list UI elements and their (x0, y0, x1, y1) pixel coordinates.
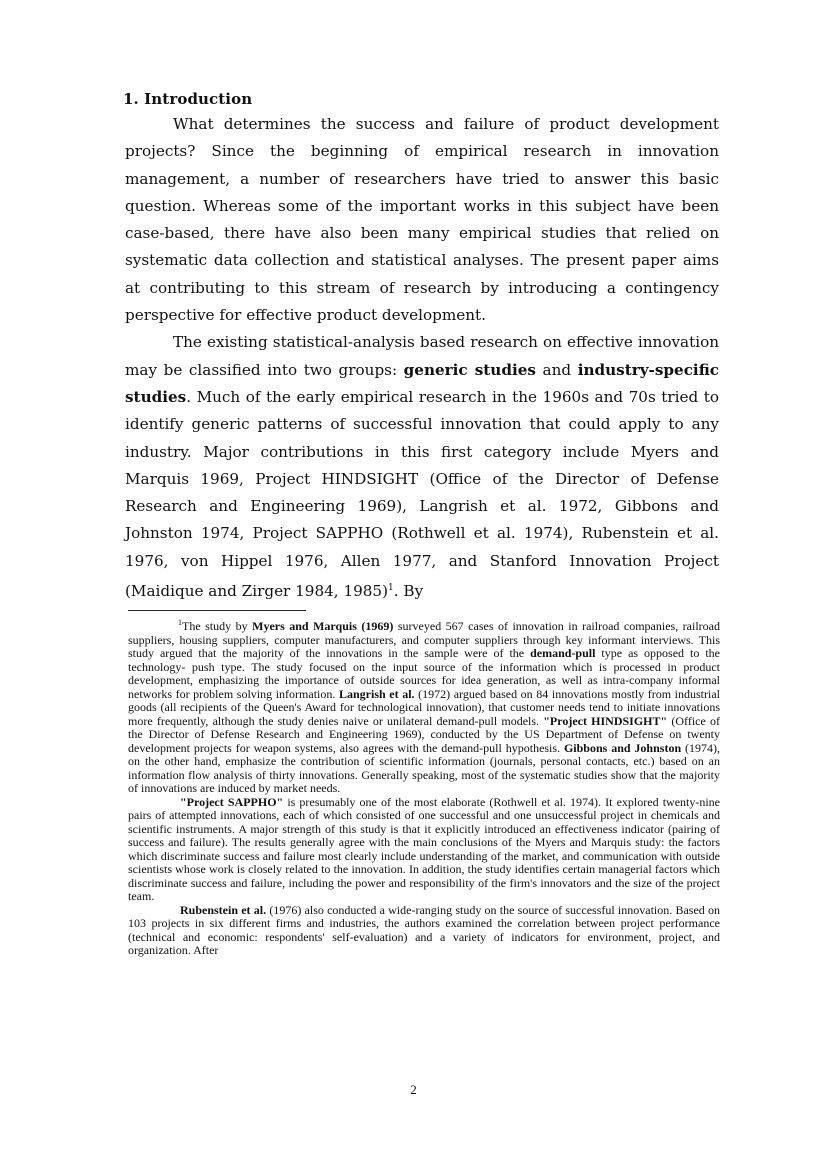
paragraph-1: What determines the success and failure of product development projects? Since the beginning of empirical research in innovation management, a number of researchers have tried to answer this basic question. Whereas some of the important works in this subject have been case-based, there have also been many empirical studies that relied on systematic data collection and statistical analyses. The present paper aims at contributing to this stream of research by introducing a contingency perspective for effective product development. (125, 115, 719, 325)
paragraph-2-text-b: and (535, 360, 578, 379)
body-text (125, 111, 719, 605)
footnote-bold: demand-pull (530, 646, 596, 660)
footnote-text: (1972) argued based on 84 innovations mostly from industrial goods (all recipients of the Queen's Award for technological innovation), that customer needs tend to initiate innovations more frequently, although the study denies naive or unilateral demand-pull models. (128, 686, 721, 728)
footnote-bold: Langrish et al. (338, 686, 415, 701)
footnote-marker: 1 (178, 618, 182, 627)
footnote-bold: "Project HINDSIGHT" (543, 713, 668, 728)
footnote-paragraph-rubenstein (128, 904, 720, 958)
page-number: 2 (410, 1082, 417, 1097)
paragraph-2-text-a: The existing statistical-analysis based research on effective innovation may be classified into two groups: (125, 333, 719, 379)
footnote-text: (1976) also conducted a wide-ranging study on the source of successful innovation. Based on 103 projects in six different firms and industries, the authors examined the correlation between project performance (technical and economic: respondents' self-evaluation) and a variety of indicators for environment, project, and organization. After (128, 902, 721, 957)
footnote-1 (128, 620, 720, 796)
section-heading: 1. Introduction (123, 90, 253, 108)
footnote-text: The study by (182, 619, 253, 633)
footnote-bold: Rubenstein et al. (180, 902, 267, 917)
generic-studies-term: generic studies (403, 360, 536, 379)
footnote-text: is presumably one of the most elaborate (Rothwell et al. 1974). It explored twenty-nine pairs of attempted innovations, each of which consisted of one successful and one unsuccessful project in chemicals and scientific instruments. A major strength of this study is that it explicitly introduced an effectiveness indicator (pairing of success and failure). The results generally agree with the main conclusions of the Myers and Marquis study: the factors which discriminate success and failure most clearly include understanding of the market, and communication with outside scientists whose work is closely related to the innovation. In addition, the study identifies certain managerial factors which discriminate success and failure, including the power and responsibility of the firm's innovators and the size of the project team. (128, 794, 721, 903)
footnotes (128, 620, 720, 958)
footnote-text: (1974), on the other hand, emphasize the contribution of scientific information (journals, personal contacts, etc.) based on an information flow analysis of thirty innovations. Generally speaking, most of the systematic studies show that the majority of innovations are induced by market needs. (128, 740, 720, 795)
footnote-bold: (1969) (361, 619, 394, 633)
paragraph-2 (125, 329, 719, 605)
footnote-bold: Myers and Marquis (252, 619, 357, 633)
footnote-paragraph-sappho (128, 796, 720, 904)
footnote-reference: 1 (388, 583, 394, 594)
paragraph-2-text-d: . By (393, 582, 424, 601)
paragraph-2-text-c: . Much of the early empirical research in the 1960s and 70s tried to identify generic patterns of successful innovation that could apply to any industry. Major contributions in this first category include Myers and Marquis 1969, Project HINDSIGHT (Office of the Director of Defense Research and Engineering 1969), Langrish et al. 1972, Gibbons and Johnston 1974, Project SAPPHO (Rothwell et al. 1974), Rubenstein et al. 1976, von Hippel 1976, Allen 1977, and Stanford Innovation Project (Maidique and Zirger 1984, 1985) (125, 387, 719, 601)
footnote-text: surveyed 567 cases of innovation in railroad companies, railroad suppliers, housing suppliers, computer manufacturers, and computer suppliers through key informant interviews. This study argued that the majority of the innovations in the sample were of the (128, 619, 720, 660)
footnote-separator (128, 610, 306, 611)
footnote-bold: Gibbons and Johnston (563, 740, 682, 755)
footnote-text: (Office of the Director of Defense Research and Engineering 1969), conducted by the US Department of Defense on twenty development projects for weapon systems, also agrees with the demand-pull hypothesis. (128, 713, 720, 755)
footnote-bold: "Project SAPPHO" (180, 794, 284, 809)
footnote-text: type as opposed to the technology- push type. The study focused on the input source of the information which is processed in product development, emphasizing the importance of outside sources for idea generation, as well as intra-company informal networks for problem solving information. (128, 646, 721, 701)
industry-specific-term: industry-specific studies (125, 360, 719, 406)
